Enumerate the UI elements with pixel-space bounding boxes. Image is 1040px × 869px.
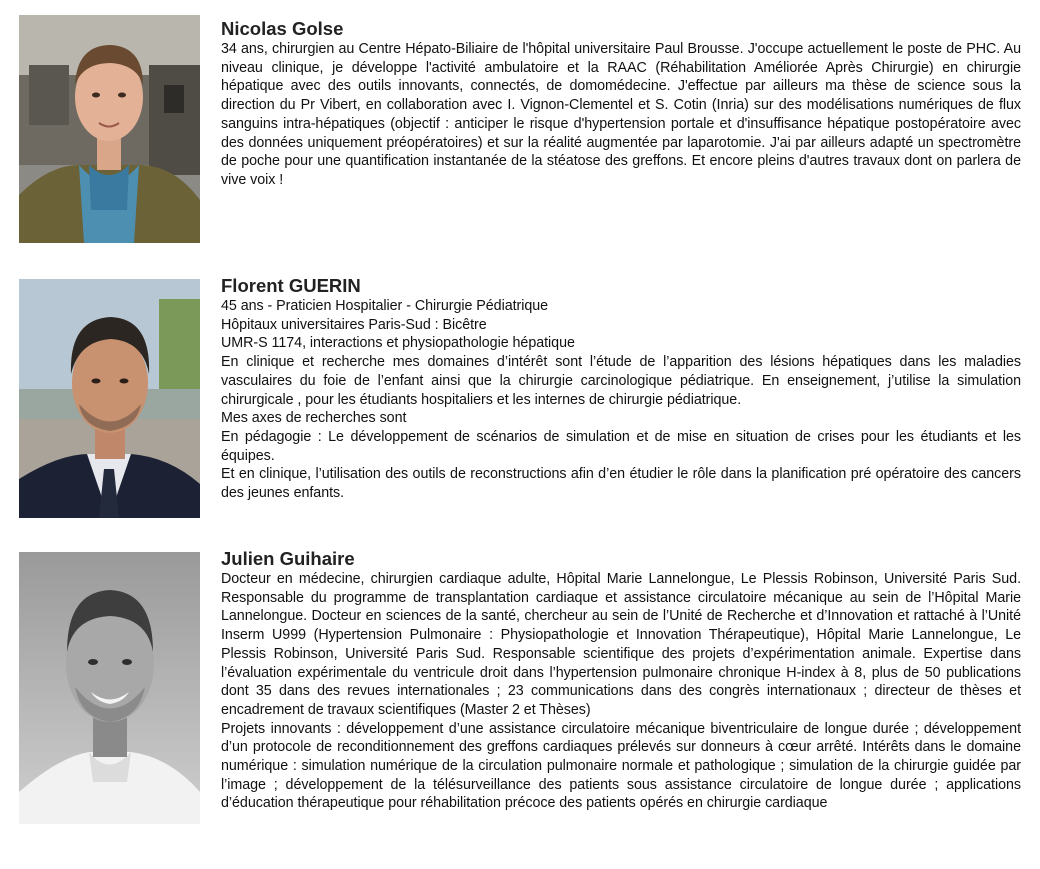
portrait-image [19, 279, 200, 518]
portrait-image [19, 552, 200, 824]
bio-line: 45 ans - Praticien Hospitalier - Chirurgie Pédiatrique [221, 298, 549, 314]
portrait-photo [19, 15, 200, 243]
bio-paragraph: En clinique et recherche mes domaines d’intérêt sont l’étude de l’apparition des lésions hépatiques dans les maladies vasculaires du foie de l’enfant ainsi que la chirurgie carcinologique pédiatrique. En enseignement, j’utilise la simulation chirurgicale , pour les étudiants hospitaliers et les internes de chirurgie pédiatrique. [221, 354, 1021, 408]
bio-line: Hôpitaux universitaires Paris-Sud : Bicêtre [221, 316, 487, 333]
bio-paragraph: 34 ans, chirurgien au Centre Hépato-Biliaire de l'hôpital universitaire Paul Brousse. J'occupe actuellement le poste de PHC. Au niveau clinique, je développe l'activité ambulatoire et la RAAC (Réhabilitation Améliorée Après Chirurgie) en chirurgie hépatique avec des outils innovants, connectés, de domomédecine. J'effectue par ailleurs ma thèse de science sous la direction du Pr Vibert, en collaboration avec I. Vignon-Clementel et S. Cotin (Inria) sur des modélisations numériques de flux sanguins intra-hépatiques (objectif : anticiper le risque d'hypertension portale et d'insuffisance hépatique postopératoire avec des données uniquement préopératoires) et sur la réalité augmentée par laparotomie. J'ai par ailleurs adapté un spectromètre de poche pour une quantification instantanée de la stéatose des greffons. Et encore pleins d'autres travaux dont on parlera de vive voix ! [221, 41, 1021, 188]
bio-paragraph: Docteur en médecine, chirurgien cardiaque adulte, Hôpital Marie Lannelongue, Le Plessis Robinson, Université Paris Sud. Responsable du programme de transplantation cardiaque et assistance circulatoire mécanique au sein de l’Hôpital Marie Lannelongue. Docteur en sciences de la santé, chercheur au sein de l’Unité de Recherche et d’Innovation et rattaché à l’Unité Inserm U999 (Hypertension Pulmonaire : Physiopathologie et Innovation Thérapeutique), Hôpital Marie Lannelongue, Le Plessis Robinson, Université Paris Sud. Responsable scientifique des projets d’expérimentation animale. Expertise dans l’évaluation expérimentale du ventricule droit dans l’hypertension pulmonaire chronique H-index à 8, plus de 50 publications dont 35 dans des revues internationales ; 23 communications dans des congrès internationaux ; directeur de thèses et encadrement de travaux scientifiques (Master 2 et Thèses) [221, 571, 1021, 718]
person-name: Florent GUERIN [221, 275, 361, 296]
person-name: Julien Guihaire [221, 548, 355, 569]
bio-line: UMR-S 1174, interactions et physiopathologie hépatique [221, 335, 575, 352]
bio-paragraph: Projets innovants : développement d’une assistance circulatoire mécanique biventriculaire de longue durée ; développement d’un protocole de reconditionnement des greffons cardiaques prélevés sur donneurs à cœur arrêté. Intérêts dans le domaine numérique : simulation numérique de la circulation pulmonaire normale et pathologique ; simulation de la chirurgie guidée par l’image ; développement de la télésurveillance des patients sous assistance circulatoire de longue durée ; applications d’éducation thérapeutique pour réhabilitation précoce des patients opérés en chirurgie cardiaque [221, 720, 1021, 812]
bio-paragraph: Et en clinique, l’utilisation des outils de reconstructions afin d’en étudier le rôle dans la planification pré opératoire des cancers des jeunes enfants. [221, 466, 1021, 502]
person-name: Nicolas Golse [221, 18, 344, 39]
portrait-image [19, 15, 200, 243]
portrait-photo [19, 552, 200, 824]
bio-paragraph: En pédagogie : Le développement de scénarios de simulation et de mise en situation de crises pour les étudiants et les équipes. [221, 428, 1021, 464]
portrait-photo [19, 279, 200, 518]
bio-line: Mes axes de recherches sont [221, 410, 407, 427]
